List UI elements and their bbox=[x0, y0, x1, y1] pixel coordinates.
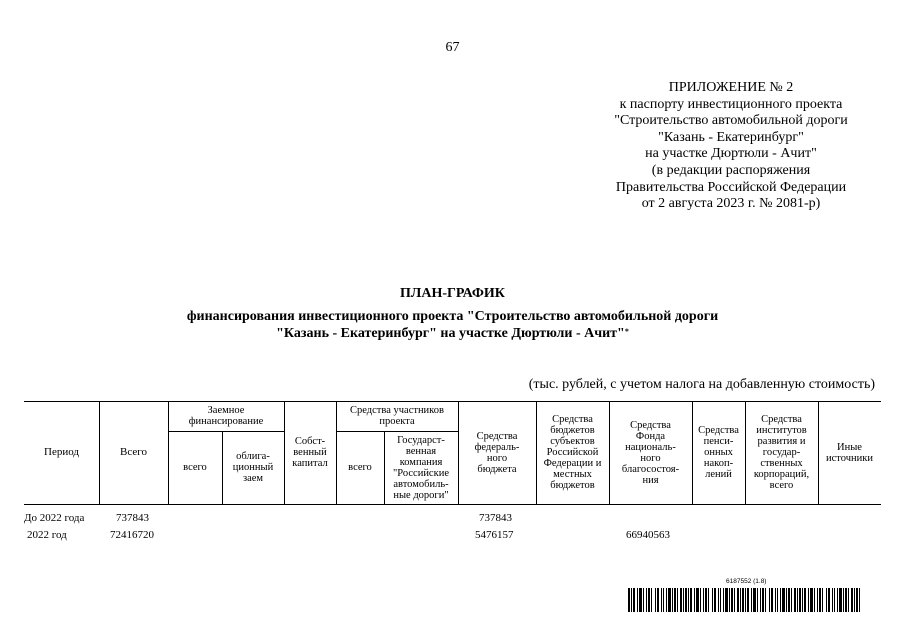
subtitle-line-2-text: "Казань - Екатеринбург" на участке Дюртюли - Ачит" bbox=[276, 326, 625, 341]
column-divider bbox=[384, 431, 385, 504]
header-avtodor: Государст-венная компания "Российские автомобиль-ные дороги" bbox=[393, 434, 449, 501]
row-federal-budget: 5476157 bbox=[475, 529, 514, 541]
table-top-border bbox=[24, 401, 881, 402]
header-period: Период bbox=[44, 446, 79, 458]
column-divider bbox=[168, 401, 169, 504]
appendix-block bbox=[596, 80, 866, 213]
table-header-bottom-border bbox=[24, 504, 881, 505]
barcode-icon bbox=[628, 588, 860, 612]
subtitle-line-1: финансирования инвестиционного проекта "Строительство автомобильной дороги bbox=[186, 309, 719, 324]
footnote-mark: * bbox=[624, 327, 629, 336]
column-divider bbox=[336, 401, 337, 504]
header-total: Всего bbox=[120, 446, 147, 458]
appendix-line: "Казань - Екатеринбург" bbox=[658, 129, 804, 145]
column-divider bbox=[818, 401, 819, 504]
appendix-line: "Строительство автомобильной дороги bbox=[614, 113, 848, 129]
header-pension: Средства пенси-онных накоп-лений bbox=[698, 425, 739, 480]
header-other: Иные источники bbox=[826, 441, 873, 464]
header-federal-budget: Средства федераль-ного бюджета bbox=[474, 430, 520, 475]
column-divider bbox=[284, 401, 285, 504]
column-divider bbox=[692, 401, 693, 504]
column-divider bbox=[458, 401, 459, 504]
header-participants-total: всего bbox=[348, 462, 372, 473]
column-divider bbox=[745, 401, 746, 504]
barcode-label: 6187552 (1.8) bbox=[726, 578, 767, 585]
loan-group-divider bbox=[168, 431, 284, 432]
document-title: ПЛАН-ГРАФИК bbox=[400, 286, 505, 301]
subtitle-line-2 bbox=[0, 325, 905, 342]
appendix-line: Правительства Российской Федерации bbox=[615, 179, 847, 195]
participants-group-divider bbox=[336, 431, 458, 432]
column-divider bbox=[609, 401, 610, 504]
header-loan-total: всего bbox=[183, 462, 207, 473]
header-loan-group: Заемное финансирование bbox=[188, 405, 264, 427]
row-total: 737843 bbox=[116, 512, 149, 524]
column-divider bbox=[536, 401, 537, 504]
header-own-capital: Собст-венный капитал bbox=[292, 436, 328, 469]
appendix-line: к паспорту инвестиционного проекта bbox=[619, 96, 843, 112]
header-participants-group: Средства участников проекта bbox=[350, 405, 444, 427]
row-nwf: 66940563 bbox=[626, 529, 670, 541]
appendix-line: от 2 августа 2023 г. № 2081-р) bbox=[641, 196, 821, 212]
header-bond-loan: облига-ционный заем bbox=[232, 451, 274, 484]
appendix-line: на участке Дюртюли - Ачит" bbox=[645, 146, 817, 162]
column-divider bbox=[99, 401, 100, 504]
units-note: (тыс. рублей, с учетом налога на добавленную стоимость) bbox=[528, 377, 875, 392]
appendix-line: (в редакции распоряжения bbox=[651, 162, 811, 178]
row-federal-budget: 737843 bbox=[479, 512, 512, 524]
header-dev-institutions: Средства институтов развития и государ-ственных корпораций, всего bbox=[753, 414, 810, 491]
row-period: До 2022 года bbox=[24, 512, 85, 524]
row-total: 72416720 bbox=[110, 529, 154, 541]
document-subtitle bbox=[0, 308, 905, 342]
row-period: 2022 год bbox=[27, 529, 67, 541]
appendix-line: ПРИЛОЖЕНИЕ № 2 bbox=[668, 80, 794, 95]
page-number: 67 bbox=[445, 40, 460, 55]
column-divider bbox=[222, 431, 223, 504]
header-regional-budgets: Средства бюджетов субъектов Российской Федерации и местных бюджетов bbox=[543, 414, 602, 491]
header-nwf: Средства Фонда националь-ного благосостоя-ния bbox=[621, 419, 680, 486]
